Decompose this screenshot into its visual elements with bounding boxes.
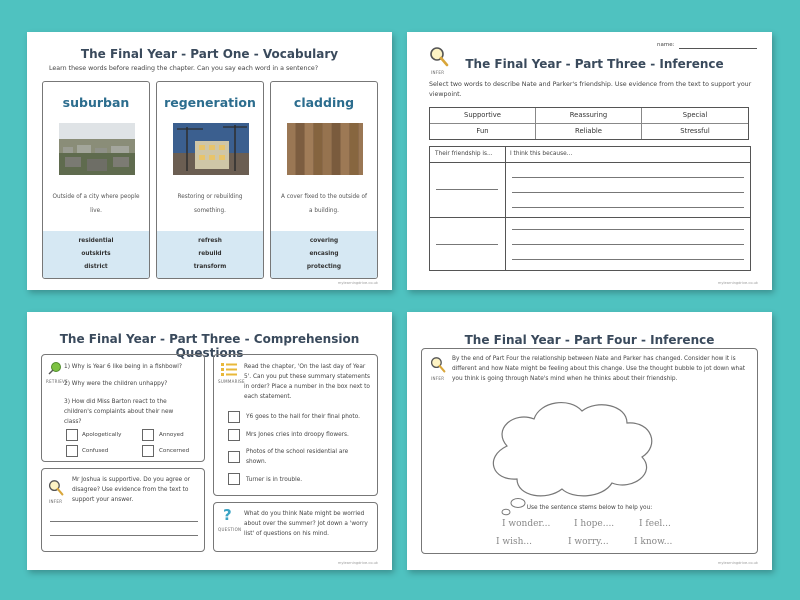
summary-statement: Y6 goes to the hall for their final photo. (246, 414, 360, 420)
vocab-card (270, 81, 378, 279)
icon-label: RETRIEVE (46, 379, 68, 384)
stems-intro: Use the sentence stems below to help you: (526, 505, 653, 511)
question-mark-icon: ? (223, 506, 232, 524)
question: Mr Joshua is supportive. Do you agree or disagree? Use evidence from the text to support your answer. (72, 477, 191, 503)
answer-line[interactable] (436, 244, 498, 245)
answer-line[interactable] (512, 207, 744, 208)
column-header: I think this because... (510, 151, 573, 157)
synonym-panel (43, 231, 149, 278)
synonym-panel (271, 231, 377, 278)
question-box (213, 502, 378, 552)
magnifying-glass-icon (430, 356, 446, 374)
question: 3) How did Miss Barton react to the children's complaints about their new class? (64, 399, 174, 425)
answer-line[interactable] (512, 177, 744, 178)
retrieve-icon (48, 361, 62, 375)
checkbox-label: Annoyed (159, 432, 184, 438)
answer-line[interactable] (436, 189, 498, 190)
checkbox[interactable] (66, 429, 78, 441)
vocab-definition: Restoring or rebuilding something. (177, 194, 243, 214)
question: What do you think Nate might be worried about over the summer? Jot down a 'worry list' of questions on his mind. (244, 511, 368, 537)
number-box[interactable] (228, 411, 240, 423)
footer-url: mylearningdrive.co.uk (337, 561, 378, 565)
summary-statement: Turner is in trouble. (246, 477, 303, 483)
word-option[interactable]: Special (642, 108, 748, 124)
sentence-stem: I know... (634, 537, 673, 547)
sheet-title: The Final Year - Part Three - Inference (465, 57, 724, 71)
word-option[interactable]: Stressful (680, 127, 710, 135)
thought-bubble[interactable] (462, 391, 672, 519)
answer-line[interactable] (512, 259, 744, 260)
synonym: rebuild (198, 251, 222, 257)
evidence-table (429, 146, 751, 271)
synonym: residential (78, 238, 114, 244)
number-box[interactable] (228, 429, 240, 441)
icon-label: INFER (431, 70, 445, 75)
icon-label: INFER (49, 499, 63, 504)
question: 2) Why were the children unhappy? (64, 381, 168, 387)
comprehension-sheet (27, 312, 392, 570)
magnifying-glass-icon (48, 479, 64, 497)
synonym: refresh (198, 238, 222, 244)
summary-statement: Mrs Jones cries into droopy flowers. (246, 432, 349, 438)
sheet-intro: By the end of Part Four the relationship between Nate and Parker has changed. Consider how it is different and how Nate might be feeling about this change. Use the thought bubble to jot down what you think is going through Nate's mind when he thinks about their friendship. (452, 356, 746, 382)
vocab-word: cladding (293, 95, 355, 110)
footer-url: mylearningdrive.co.uk (337, 281, 378, 285)
vocab-word: regeneration (164, 95, 256, 110)
checkbox[interactable] (142, 429, 154, 441)
sentence-stem: I feel... (639, 519, 671, 529)
sentence-stem: I hope.... (574, 519, 615, 529)
sentence-stem: I wish... (496, 537, 532, 547)
word-option[interactable]: Fun (430, 124, 536, 139)
name-label: name: (657, 42, 675, 48)
regeneration-photo (173, 123, 249, 175)
number-box[interactable] (228, 451, 240, 463)
vocabulary-sheet (27, 32, 392, 290)
checkbox[interactable] (142, 445, 154, 457)
number-box[interactable] (228, 473, 240, 485)
thought-bubble-box (421, 348, 758, 554)
vocab-definition: A cover fixed to the outside of a building. (281, 194, 367, 214)
synonym: encasing (309, 251, 339, 257)
synonym: protecting (306, 264, 342, 270)
vocab-definition: Outside of a city where people live. (52, 194, 140, 214)
checkbox[interactable] (66, 445, 78, 457)
synonym-panel (157, 231, 263, 278)
summarise-box (213, 354, 378, 496)
vocab-word: suburban (62, 95, 130, 110)
cladding-photo (287, 123, 363, 175)
list-icon (221, 363, 237, 377)
sheet-intro: Learn these words before reading the chapter. Can you say each word in a sentence? (49, 65, 319, 72)
checkbox-label: Confused (82, 448, 109, 454)
suburban-photo (59, 123, 135, 175)
sentence-stem: I worry... (568, 537, 609, 547)
checkbox-label: Concerned (159, 448, 190, 454)
icon-label: QUESTION (218, 527, 242, 532)
answer-line[interactable] (50, 521, 198, 522)
inference-sheet-part-four (407, 312, 772, 570)
word-choice-table (429, 107, 749, 140)
sheet-title: The Final Year - Part Three - Comprehension Questions (59, 332, 360, 360)
sheet-title: The Final Year - Part One - Vocabulary (80, 47, 339, 61)
instruction: Read the chapter, 'On the last day of Year 5'. Can you put these summary statements in order? Place a number in the box next to each statement. (244, 364, 371, 400)
column-header: Their friendship is... (435, 151, 493, 157)
synonym: outskirts (81, 251, 111, 257)
icon-label: SUMMARISE (218, 379, 245, 384)
retrieve-box (41, 354, 205, 462)
question: 1) Why is Year 6 like being in a fishbowl? (64, 364, 182, 370)
answer-line[interactable] (50, 535, 198, 536)
word-option[interactable]: Reassuring (536, 108, 642, 124)
synonym: transform (193, 264, 227, 270)
infer-box (41, 468, 205, 552)
sheet-title: The Final Year - Part Four - Inference (464, 333, 715, 347)
answer-line[interactable] (512, 244, 744, 245)
answer-line[interactable] (512, 229, 744, 230)
footer-url: mylearningdrive.co.uk (717, 561, 758, 565)
vocab-card (42, 81, 150, 279)
icon-label: INFER (431, 376, 445, 381)
sentence-stem: I wonder... (502, 519, 551, 529)
synonym: district (84, 264, 108, 270)
footer-url: mylearningdrive.co.uk (717, 281, 758, 285)
checkbox-label: Apologetically (82, 432, 122, 438)
name-field[interactable] (679, 48, 757, 49)
word-option[interactable]: Supportive (430, 108, 536, 124)
vocab-card (156, 81, 264, 279)
inference-sheet-part-three (407, 32, 772, 290)
synonym: covering (309, 238, 339, 244)
answer-line[interactable] (512, 192, 744, 193)
word-option[interactable]: Reliable (536, 124, 642, 139)
sheet-intro: Select two words to describe Nate and Parker's friendship. Use evidence from the text to support your viewpoint. (429, 81, 752, 98)
summary-statement: Photos of the school residential are shown. (246, 449, 349, 465)
